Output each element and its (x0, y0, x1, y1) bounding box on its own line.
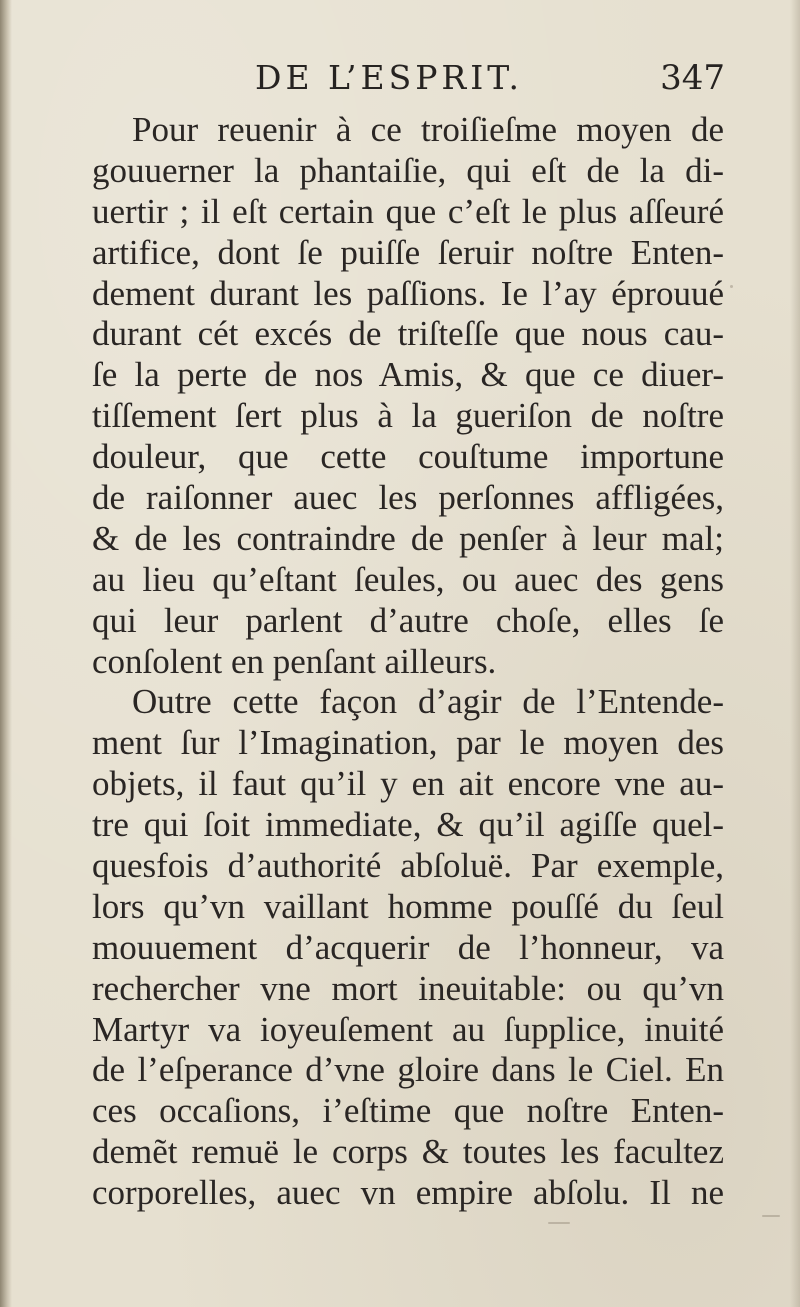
paragraph (92, 682, 724, 1214)
paragraph (92, 110, 724, 682)
text-line: Pour reuenir à ce troiſieſme moyen de (132, 110, 724, 149)
text-line: conſolent en penſant ailleurs. (92, 641, 497, 681)
running-head (255, 58, 725, 108)
paper-fleck (730, 285, 733, 288)
text-line: ces occaſions, i’eſtime que noſtre Enten- (92, 1091, 724, 1131)
text-line: Outre cette façon d’agir de l’Entende- (132, 682, 724, 722)
text-line: de raiſonner auec les perſonnes affligées, (92, 478, 724, 518)
text-line: durant cét excés de triſteſſe que nous cau- (92, 314, 724, 354)
text-line: ſe la perte de nos Amis, & que ce diuer- (92, 355, 724, 395)
text-line: de l’eſperance d’vne gloire dans le Ciel. En (92, 1050, 724, 1090)
text-line: tre qui ſoit immediate, & qu’il agiſſe quel- (92, 805, 724, 845)
text-line: rechercher vne mort ineuitable: ou qu’vn (92, 968, 724, 1008)
page-number: 347 (660, 58, 725, 98)
text-line: demẽt remuë le corps & toutes les facultez (92, 1132, 724, 1172)
text-line: au lieu qu’eſtant ſeules, ou auec des gens (92, 559, 724, 599)
text-line: corporelles, auec vn empire abſolu. Il ne (92, 1173, 724, 1213)
text-line: mouuement d’acquerir de l’honneur, va (92, 927, 724, 967)
text-line: qui leur parlent d’autre choſe, elles ſe (92, 600, 724, 640)
text-line: ment ſur l’Imagination, par le moyen des (92, 723, 724, 763)
text-line: douleur, que cette couſtume importune (92, 437, 724, 477)
running-title: DE L’ESPRIT. (255, 58, 523, 97)
text-line: gouuerner la phantaiſie, qui eſt de la di- (92, 150, 724, 190)
text-line: & de les contraindre de penſer à leur mal; (92, 518, 724, 558)
text-line: dement durant les paſſions. Ie l’ay éprouué (92, 273, 724, 313)
text-line: lors qu’vn vaillant homme pouſſé du ſeul (92, 886, 724, 926)
text-line: objets, il faut qu’il y en ait encore vne au- (92, 764, 724, 804)
text-line: artifice, dont ſe puiſſe ſeruir noſtre Enten- (92, 232, 724, 272)
page-edge (790, 0, 800, 1307)
text-line: Martyr va ioyeuſement au ſupplice, inuité (92, 1009, 724, 1049)
body-text (92, 110, 724, 1214)
paper-fleck (762, 1215, 780, 1217)
text-line: uertir ; il eſt certain que c’eſt le plus aſſeuré (92, 191, 724, 231)
paper-fleck (548, 1222, 570, 1224)
text-line: tiſſement ſert plus à la gueriſon de noſtre (92, 396, 724, 436)
binding-edge (0, 0, 12, 1307)
text-line: quesfois d’authorité abſoluë. Par exemple, (92, 846, 724, 886)
